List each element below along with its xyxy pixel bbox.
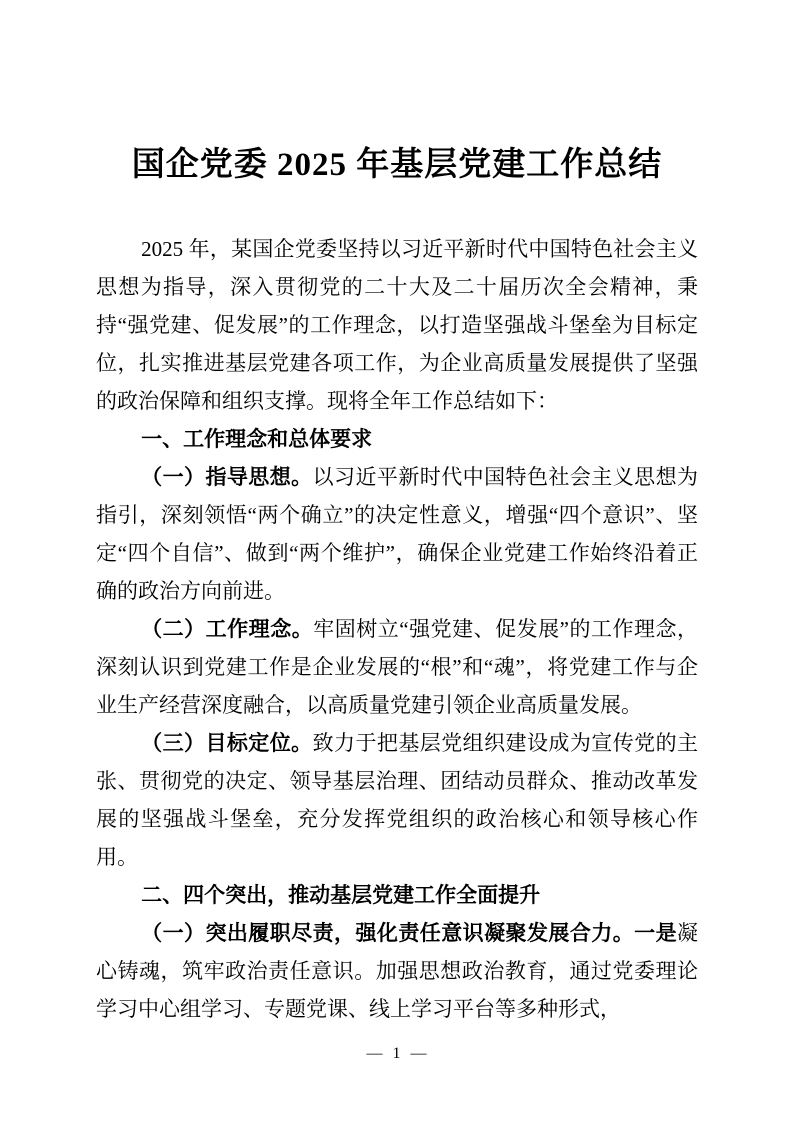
section-heading-text: 二、四个突出，推动基层党建工作全面提升 xyxy=(141,883,541,907)
paragraph-lead: （一）突出履职尽责，强化责任意识凝聚发展合力。一是 xyxy=(141,921,677,945)
paragraph-text: 凝心铸魂，筑牢政治责任意识。加强思想政治教育，通过党委理论学习中心组学习、专题党课、线上学习平台等多种形式， xyxy=(96,921,698,1021)
paragraph-text: 致力于把基层党组织建设成为宣传党的主张、贯彻党的决定、领导基层治理、团结动员群众、推动改革发展的坚强战斗堡垒，充分发挥党组织的政治核心和领导核心作用。 xyxy=(96,731,699,869)
page-footer xyxy=(0,1044,793,1064)
paragraph-goal-position xyxy=(96,724,698,876)
paragraph-text: 2025 年，某国企党委坚持以习近平新时代中国特色社会主义思想为指导，深入贯彻党的二十大及二十届历次全会精神，秉持“强党建、促发展”的工作理念，以打造坚强战斗堡垒为目标定位，扎实推进基层党建各项工作，为企业高质量发展提供了坚强的政治保障和组织支撑。现将全年工作总结如下： xyxy=(96,237,698,413)
paragraph-work-concept xyxy=(96,610,698,724)
section-heading-2 xyxy=(96,876,698,914)
paragraph-text: 以习近平新时代中国特色社会主义思想为指引，深刻领悟“两个确立”的决定性意义，增强“四个意识”、坚定“四个自信”、做到“两个维护”，确保企业党建工作始终沿着正确的政治方向前进。 xyxy=(96,465,699,603)
paragraph-lead: （三）目标定位。 xyxy=(141,731,313,755)
document-body xyxy=(96,230,698,1028)
section-heading-text: 一、工作理念和总体要求 xyxy=(141,427,373,451)
paragraph-duty-responsibility xyxy=(96,914,698,1028)
opening-paragraph xyxy=(96,230,698,420)
paragraph-lead: （二）工作理念。 xyxy=(141,617,314,641)
document-title: 国企党委 2025 年基层党建工作总结 xyxy=(131,147,663,183)
section-heading-1 xyxy=(96,420,698,458)
paragraph-guiding-thought xyxy=(96,458,698,610)
paragraph-lead: （一）指导思想。 xyxy=(141,465,313,489)
page-number: — 1 — xyxy=(366,1045,427,1062)
paragraph-text: 牢固树立“强党建、促发展”的工作理念，深刻认识到党建工作是企业发展的“根”和“魂”，将党建工作与企业生产经营深度融合，以高质量党建引领企业高质量发展。 xyxy=(96,617,699,717)
